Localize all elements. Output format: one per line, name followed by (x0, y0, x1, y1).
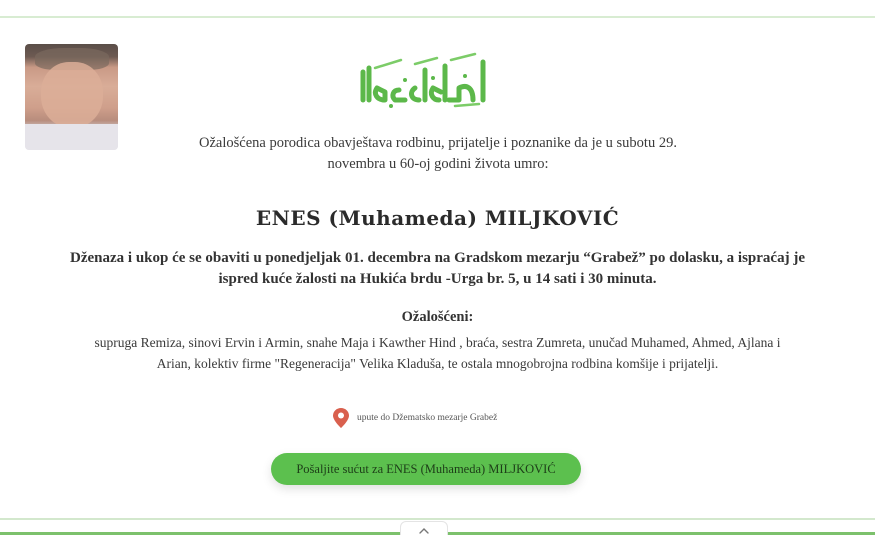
directions-link[interactable] (333, 408, 497, 428)
mourners-line-1: supruga Remiza, sinovi Ervin i Armin, snahe Maja i Kawther Hind , braća, sestra Zumreta, unučad Muhamed, Ahmed, Ajlana i (94, 335, 781, 350)
chevron-up-icon (419, 528, 429, 534)
funeral-line-2: ispred kuće žalosti na Hukića brdu -Urga br. 5, u 14 sati i 30 minuta. (218, 271, 657, 287)
funeral-line-1: Dženaza i ukop će se obaviti u ponedjeljak 01. decembra na Gradskom mezarju “Grabež” po dolasku, a ispraćaj je (70, 250, 805, 266)
arabic-calligraphy-icon (355, 48, 495, 110)
send-condolence-button[interactable]: Pošaljite sućut za ENES (Muhameda) MILJKOVIĆ (271, 453, 581, 485)
mourners-line-2: Arian, kolektiv firme "Regeneracija" Velika Kladuša, te ostala mnogobrojna rodbina komšije i prijatelji. (156, 356, 719, 371)
funeral-details (0, 248, 875, 290)
mourners-list (0, 332, 875, 374)
intro-line-2: novembra u 60-oj godini života umro: (327, 156, 549, 172)
scroll-to-top-button[interactable] (400, 521, 448, 535)
announcement-intro (100, 133, 776, 175)
photo-face (41, 62, 103, 128)
top-divider (0, 16, 875, 18)
map-pin-icon (333, 408, 349, 428)
directions-label: upute do Džematsko mezarje Grabež (357, 413, 498, 423)
intro-line-1: Ožalošćena porodica obavještava rodbinu, prijatelje i poznanike da je u subotu 29. (199, 135, 677, 151)
deceased-name: ENES (Muhameda) MILJKOVIĆ (255, 206, 620, 230)
mourners-heading: Ožalošćeni: (401, 309, 474, 325)
bottom-divider (0, 518, 875, 520)
